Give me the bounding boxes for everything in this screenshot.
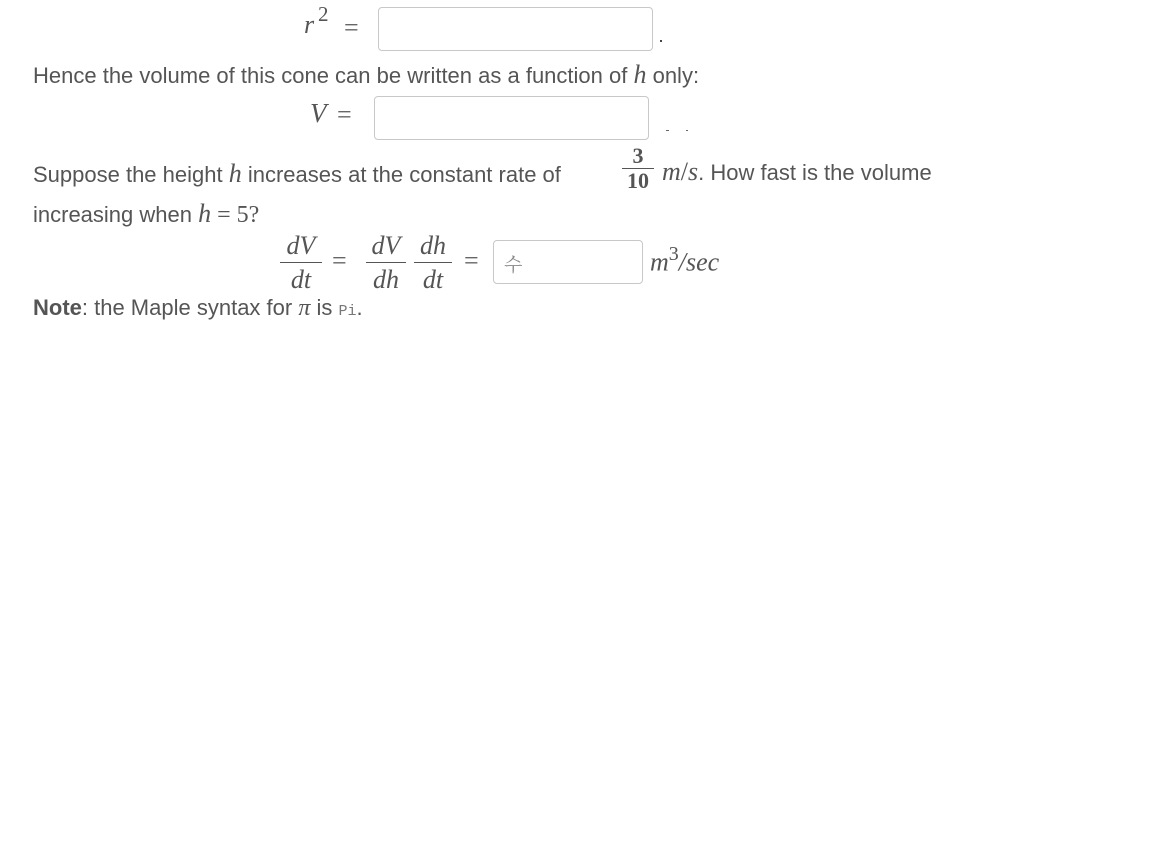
eq3-equals-1: = [332,246,347,275]
eq3-equals-2: = [464,246,479,275]
dhdt-numerator: dh [420,231,446,260]
volume-rate-unit [650,243,720,277]
rate-numerator: 3 [632,143,644,168]
dvdh-bar [366,262,406,263]
rate-unit-slash: / [680,157,689,186]
note-text-after: . [356,295,363,320]
rate-unit-and-question [662,157,932,187]
eq2-lhs-var: V [310,98,327,128]
eq1-equals: = [344,13,359,42]
para1-var-h: h [633,60,647,89]
note-pi-symbol: π [298,295,311,321]
maple-syntax-note [33,295,363,322]
dvdt-fraction [280,233,322,293]
rate-of-volume-answer-input[interactable] [493,240,643,284]
dvdt-numerator: dV [286,231,316,260]
para2-line2-var-h: h [198,199,212,228]
input-cursor-icon: 수 [504,254,523,276]
rate-unit-m: m [662,157,681,186]
unit-base-m: m [650,247,669,277]
para2-text-before: Suppose the height [33,162,229,187]
eq2-dot-mark [686,130,688,131]
dvdh-denominator: dh [373,265,399,294]
note-text-before: : the Maple syntax for [81,295,299,320]
r-squared-answer-input[interactable] [378,7,653,51]
para2-line2-before: increasing when [33,202,199,227]
rate-denominator: 10 [627,168,649,193]
rate-sentence-line1 [33,159,561,189]
dhdt-bar [414,262,452,263]
dvdt-bar [280,262,322,263]
note-text-middle: is [310,295,339,320]
volume-function-sentence [33,60,699,90]
unit-exponent: 3 [668,243,679,265]
para2-line2-eq: = 5? [211,202,260,228]
note-code-pi: Pi [338,303,357,320]
eq1-dot-mark [660,40,662,42]
rate-fraction [622,145,654,192]
note-label: Note [33,295,82,320]
dvdh-numerator: dV [371,231,401,260]
eq1-lhs-var: r [304,10,315,39]
rate-unit-s: s [688,157,699,186]
rate-sentence-line2 [33,199,259,229]
unit-per-sec: /sec [678,247,720,277]
eq2-dash-mark [666,130,669,131]
dvdt-denominator: dt [290,265,312,294]
para2-var-h: h [228,159,242,188]
volume-answer-input[interactable] [374,96,649,140]
para1-text-after: only: [646,63,700,88]
para2-text-after: . How fast is the volume [698,160,932,185]
eq2-equals: = [337,100,352,129]
dhdt-denominator: dt [422,265,444,294]
eq1-lhs-exp: 2 [318,2,329,26]
para1-text-before: Hence the volume of this cone can be written as a function of [33,63,634,88]
para2-text-middle: increases at the constant rate of [241,162,561,187]
dhdt-fraction [414,233,452,293]
dvdh-fraction [366,233,406,293]
